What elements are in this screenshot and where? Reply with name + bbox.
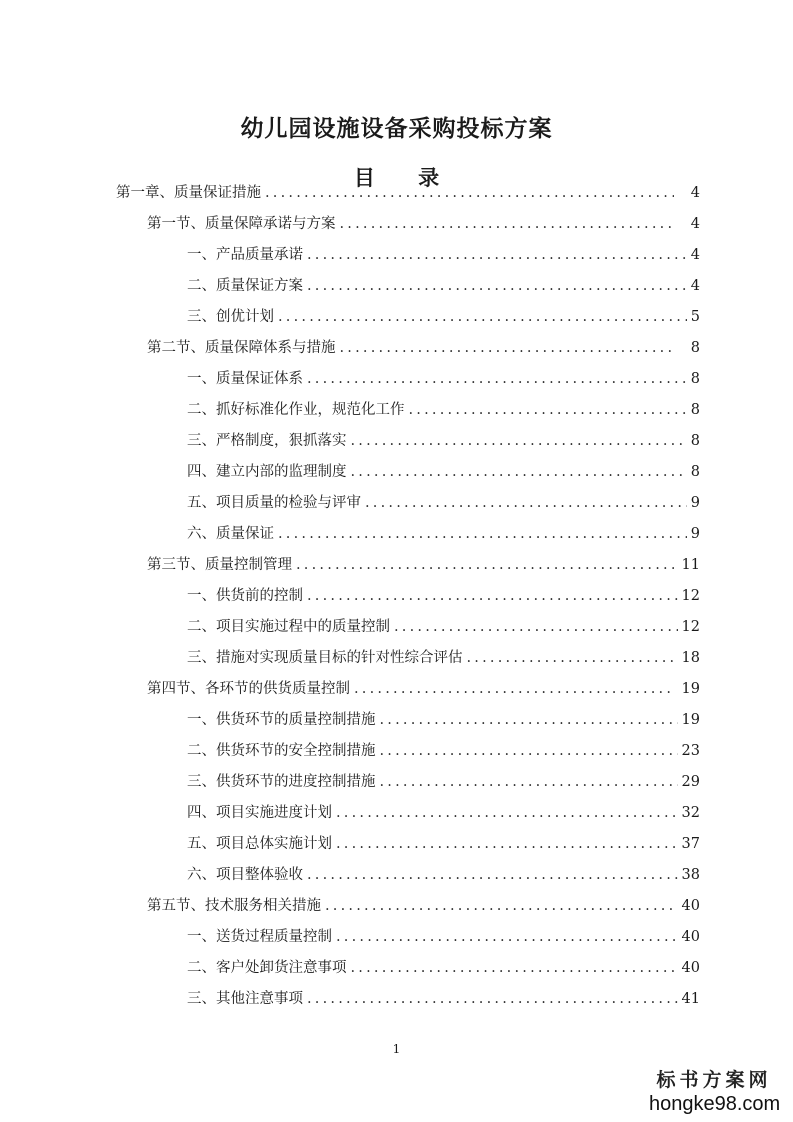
toc-entry[interactable] [187,984,700,1015]
toc-entry-title: 三、措施对实现质量目标的针对性综合评估 [187,650,463,666]
toc-entry-page: 40 [681,898,700,914]
toc-entry-page: 8 [690,433,700,449]
toc-entry[interactable] [187,240,700,271]
toc-dot-leader [340,333,675,364]
toc-entry[interactable] [187,736,700,767]
watermark-brand: 标书方案网 [656,1069,772,1091]
toc-dot-leader [365,488,687,519]
toc-entry-title: 二、质量保证方案 [187,278,303,294]
toc-entry-page: 32 [681,805,700,821]
toc-dot-leader [354,674,674,705]
toc-dot-leader [307,984,678,1015]
toc-entry-page: 8 [690,464,700,480]
toc-entry[interactable] [187,953,700,984]
toc-entry-page: 38 [681,867,700,883]
toc-entry[interactable] [187,705,700,736]
toc-dot-leader [351,953,678,984]
toc-entry-title: 三、严格制度，狠抓落实 [187,433,347,449]
toc-entry[interactable] [187,302,700,333]
toc-dot-leader [336,829,678,860]
toc-dot-leader [467,643,678,674]
toc-entry-page: 9 [690,526,700,542]
toc-entry[interactable] [187,829,700,860]
toc-entry-title: 五、项目质量的检验与评审 [187,495,361,511]
toc-entry-title: 二、抓好标准化作业，规范化工作 [187,402,405,418]
page-number: 1 [392,1042,401,1056]
toc-entry-title: 第一章、质量保证措施 [116,185,261,201]
toc-entry-title: 一、供货前的控制 [187,588,303,604]
toc-entry-title: 二、供货环节的安全控制措施 [187,743,376,759]
toc-dot-leader [380,767,678,798]
toc-entry-page: 18 [681,650,700,666]
toc-dot-leader [307,581,678,612]
toc-dot-leader [307,240,687,271]
toc-entry-title: 第一节、质量保障承诺与方案 [147,216,336,232]
toc-entry-title: 四、建立内部的监理制度 [187,464,347,480]
toc-dot-leader [336,798,678,829]
toc-entry-page: 8 [690,371,700,387]
toc-entry-page: 29 [681,774,700,790]
toc-entry-page: 4 [690,185,700,201]
watermark-logo [649,1068,779,1116]
toc-entry[interactable] [187,426,700,457]
toc-entry-title: 第二节、质量保障体系与措施 [147,340,336,356]
toc-dot-leader [265,178,674,209]
toc-entry-page: 12 [681,588,700,604]
toc-entry-title: 六、项目整体验收 [187,867,303,883]
toc-dot-leader [380,736,678,767]
toc-entry-title: 四、项目实施进度计划 [187,805,332,821]
document-title: 幼儿园设施设备采购投标方案 [240,115,553,143]
toc-entry-title: 第三节、质量控制管理 [147,557,292,573]
toc-entry-page: 19 [681,681,700,697]
toc-entry-page: 4 [690,278,700,294]
toc-entry-page: 8 [690,402,700,418]
toc-entry[interactable] [147,333,700,364]
toc-dot-leader [307,860,678,891]
toc-entry-title: 五、项目总体实施计划 [187,836,332,852]
toc-entry[interactable] [187,798,700,829]
toc-entry-title: 一、质量保证体系 [187,371,303,387]
toc-entry-page: 23 [681,743,700,759]
toc-entry[interactable] [187,581,700,612]
toc-entry-page: 37 [681,836,700,852]
toc-entry[interactable] [147,209,700,240]
toc-entry-page: 40 [681,929,700,945]
toc-entry-title: 三、其他注意事项 [187,991,303,1007]
toc-entry-title: 三、创优计划 [187,309,274,325]
toc-entry-page: 11 [681,557,700,573]
toc-dot-leader [380,705,678,736]
toc-dot-leader [296,550,674,581]
toc-entry[interactable] [187,395,700,426]
toc-dot-leader [278,519,687,550]
toc-heading: 目 录 [353,165,458,191]
toc-dot-leader [307,271,687,302]
toc-entry-title: 一、送货过程质量控制 [187,929,332,945]
toc-entry-title: 第四节、各环节的供货质量控制 [147,681,350,697]
toc-entry-title: 二、项目实施过程中的质量控制 [187,619,390,635]
toc-entry[interactable] [187,767,700,798]
toc-entry-title: 二、客户处卸货注意事项 [187,960,347,976]
toc-entry[interactable] [147,550,700,581]
toc-entry[interactable] [187,519,700,550]
toc-entry[interactable] [187,922,700,953]
toc-entry[interactable] [147,891,700,922]
toc-entry-title: 三、供货环节的进度控制措施 [187,774,376,790]
toc-entry-page: 12 [681,619,700,635]
toc-dot-leader [325,891,674,922]
toc-entry[interactable] [187,860,700,891]
toc-entry-page: 5 [690,309,700,325]
toc-entry-title: 一、供货环节的质量控制措施 [187,712,376,728]
toc-entry-page: 19 [681,712,700,728]
toc-entry-title: 一、产品质量承诺 [187,247,303,263]
toc-entry[interactable] [187,612,700,643]
toc-entry[interactable] [147,674,700,705]
toc-dot-leader [307,364,687,395]
toc-entry-page: 9 [690,495,700,511]
toc-entry-page: 4 [690,216,700,232]
toc-entry[interactable] [187,364,700,395]
toc-entry-page: 4 [690,247,700,263]
toc-entry[interactable] [116,178,700,209]
toc-dot-leader [278,302,687,333]
toc-dot-leader [351,426,687,457]
toc-dot-leader [394,612,678,643]
toc-entry[interactable] [187,643,700,674]
toc-entry[interactable] [187,488,700,519]
toc-entry-title: 第五节、技术服务相关措施 [147,898,321,914]
toc-dot-leader [409,395,687,426]
toc-dot-leader [340,209,675,240]
toc-entry[interactable] [187,457,700,488]
toc-entry-page: 41 [681,991,700,1007]
watermark-url: hongke98.com [649,1093,781,1115]
toc-entry-title: 六、质量保证 [187,526,274,542]
toc-entry[interactable] [187,271,700,302]
toc-dot-leader [336,922,678,953]
toc-entry-page: 40 [681,960,700,976]
toc-dot-leader [351,457,687,488]
toc-entry-page: 8 [690,340,700,356]
